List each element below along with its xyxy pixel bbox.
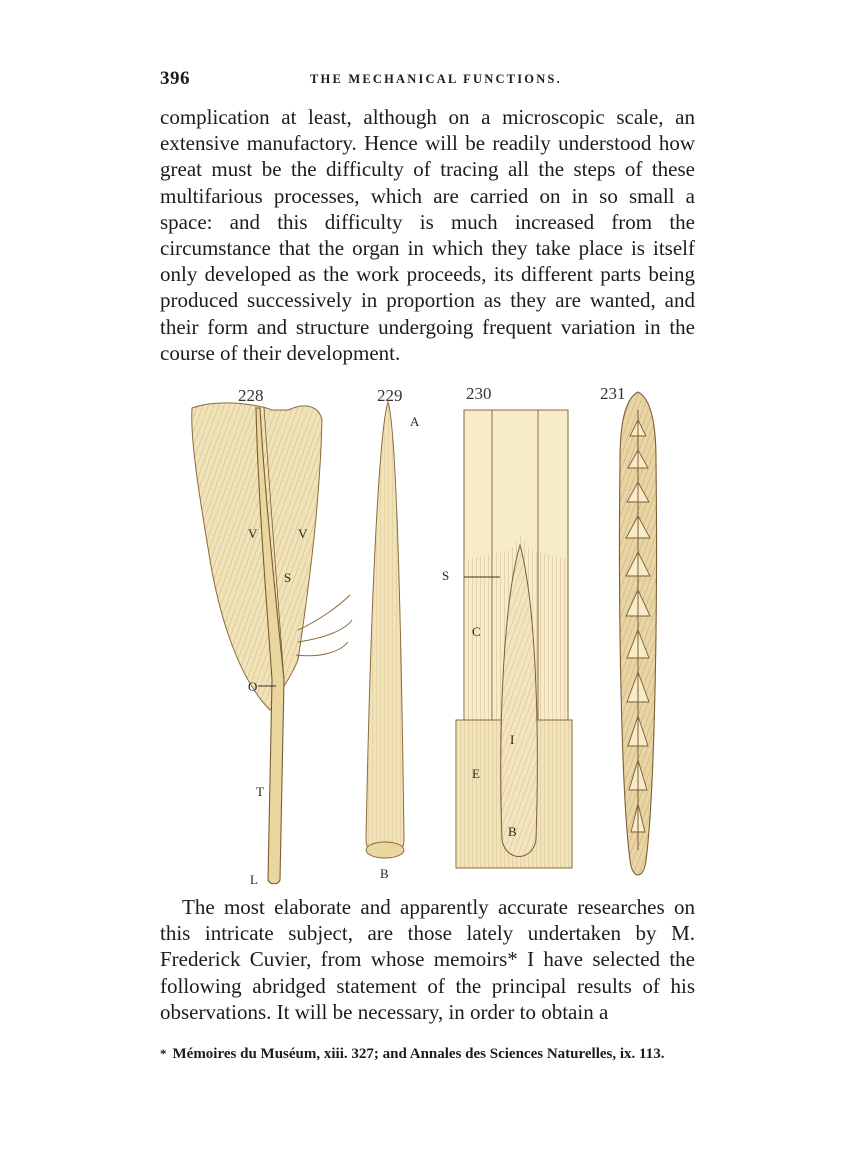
page-number: 396	[160, 68, 190, 89]
figure-229-number: 229	[377, 386, 403, 405]
label-228-v-left: V	[248, 526, 258, 541]
label-228-t: T	[256, 784, 264, 799]
label-229-b: B	[380, 866, 389, 881]
label-230-i: I	[510, 732, 515, 747]
running-title: THE MECHANICAL FUNCTIONS.	[310, 72, 562, 86]
footnote-text: Mémoires du Muséum, xiii. 327; and Annales des Sciences Naturelles, ix. 113.	[172, 1046, 665, 1062]
label-230-s: S	[442, 568, 450, 583]
footnote	[160, 1043, 695, 1065]
label-228-v-right: V	[298, 526, 308, 541]
paragraph-1: complication at least, although on a microscopic scale, an extensive manufactory. Hence will be readily understood how great must be the difficulty of tracing all the steps of these multifarious processes, which are carried on in so small a space: and this difficulty is much increased from the circumstance that the organ in which they take place is itself only developed as the work proceeds, its different parts being produced successively in proportion as they are wanted, and their form and structure undergoing frequent variation in the course of their development.	[160, 105, 695, 365]
figure-229-pulp	[366, 402, 404, 858]
label-230-c: C	[472, 624, 481, 639]
label-228-s: S	[284, 570, 292, 585]
label-228-l: L	[250, 872, 258, 887]
figure-228-feather	[192, 403, 352, 884]
figure-228-number: 228	[238, 386, 264, 405]
label-230-e: E	[472, 766, 480, 781]
paragraph-2: The most elaborate and apparently accurate researches on this intricate subject, are those lately undertaken by M. Frederick Cuvier, from whose memoirs* I have selected the following abridged statement of the principal results of his observations. It will be necessary, in order to obtain a	[160, 895, 695, 1024]
running-head	[160, 68, 695, 92]
figure-231-number: 231	[600, 384, 626, 403]
label-228-o: O	[248, 679, 258, 694]
label-229-a: A	[410, 414, 420, 429]
figure-230-number: 230	[466, 384, 492, 403]
figure-231-barbed-shaft	[619, 392, 656, 875]
engraving-illustration	[180, 380, 700, 890]
footnote-mark: *	[160, 1046, 167, 1061]
label-230-b: B	[508, 824, 517, 839]
figure-plate	[180, 380, 700, 890]
